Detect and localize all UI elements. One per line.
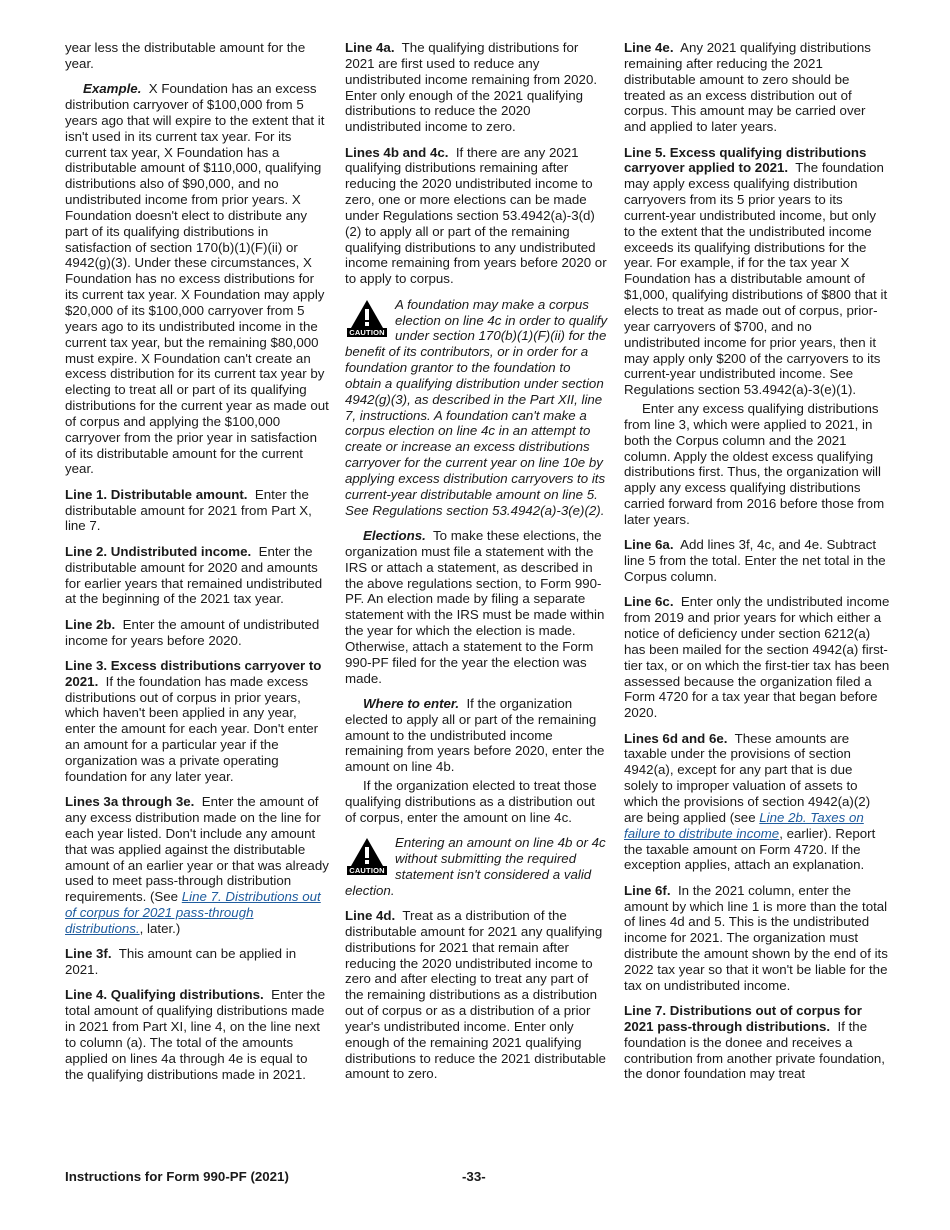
line-6a-text: Add lines 3f, 4c, and 4e. Subtract line 5 from the total. Enter the net total in the Corpus column. (624, 537, 886, 584)
line-4e-text: Any 2021 qualifying distributions remaining after reducing the 2021 distributable amount to zero should be treated as an excess distribution out of corpus. This amount may be carried over and applied to later years. (624, 40, 871, 135)
line-3f-text: This amount can be applied in 2021. (65, 946, 297, 978)
line-4d-paragraph (345, 908, 609, 1082)
elections-heading: Elections. (363, 527, 426, 543)
line-4e-paragraph (624, 40, 890, 135)
lines-3a-3e-paragraph (65, 794, 329, 937)
line-7-text: If the foundation is the donee and receives a contribution from another private foundation, the donor foundation may treat (624, 1018, 885, 1082)
where-to-enter-text: If the organization elected to apply all or part of the remaining amount to the undistributed income remaining from years before 2020, enter the amount on line 4b. (345, 695, 605, 775)
where-to-enter-heading: Where to enter. (363, 695, 460, 711)
example-text: X Foundation has an excess distribution carryover of $100,000 from 5 years ago that will expire to the extent that it isn't used in its current tax year. For its current tax year, X Foundation has a distributable amount of $110,000, qualifying distributions also of $90,000, and no undistributed income from prior years. X Foundation doesn't elect to distribute any part of its qualifying distributions in satisfaction of section 170(b)(1)(F)(ii) or 4942(g)(3). Under these circumstances, X Foundation has no excess distributions for its current tax year. X Foundation may apply $20,000 of its $100,000 carryover from 5 years ago to its undistributed income in the current tax year, but the remaining $80,000 must expire. X Foundation can't create an excess distribution for its current tax year by electing to treat all or part of its qualifying distributions for the current year as made out of corpus and applying the $100,000 carryover from the prior year in satisfaction of its distributable amount for the current year. (65, 81, 329, 477)
line-6c-text: Enter only the undistributed income from 2019 and prior years for which either a notice of deficiency under section 6212(a) has been mailed for the section 4942(a) first-tier tax, or on which the first-tier tax has been assessed because the organization filed a Form 4720 for a tax year that began before 2020. (624, 594, 890, 721)
elections-text: To make these elections, the organization must file a statement with the IRS or attach a statement, as described in the above regulations section, to Form 990-PF. An election made by filing a separate statement with the IRS must be made within the year for which the election is made. Otherwise, attach a statement to the Form 990-PF filed for the year the election was made. (345, 527, 605, 686)
line-6c-paragraph (624, 594, 890, 721)
lines-4b-4c-heading: Lines 4b and 4c. (345, 144, 449, 160)
line-2b-heading: Line 2b. (65, 616, 116, 632)
caution-label: CAUTION (349, 866, 385, 876)
paragraph-continuation: year less the distributable amount for the year. (65, 40, 306, 71)
lines-3a-3e-heading: Lines 3a through 3e. (65, 794, 195, 810)
line-3f-heading: Line 3f. (65, 946, 112, 962)
page-number: -33- (462, 1169, 486, 1184)
line-4-text: Enter the total amount of qualifying distributions made in 2021 from Part XI, line 4, on the line next to column (a). The total of the amounts applied on lines 4a through 4e is equal to the qualifying distributions made in 2021. (65, 987, 326, 1082)
caution-icon (345, 299, 389, 339)
column-2 (345, 40, 609, 1092)
elections-paragraph (345, 528, 609, 686)
line-2-paragraph (65, 544, 329, 607)
line-2b-text: Enter the amount of undistributed income for years before 2020. (65, 616, 320, 648)
lines-4b-4c-paragraph (345, 145, 609, 288)
lines-4b-4c-text: If there are any 2021 qualifying distributions remaining after reducing the 2020 undistributed income to zero, one or more elections can be made under Regulations section 53.4942(a)-3(d)(2) to apply all or part of the remaining qualifying distributions to any undistributed income remaining from years before 2020 or to apply to corpus. (345, 144, 607, 287)
line-1-heading: Line 1. Distributable amount. (65, 486, 248, 502)
line-6f-text: In the 2021 column, enter the amount by which line 1 is more than the total of lines 4d and 5. This is the undistributed income for 2021. The organization must distribute the amount shown by the end of its 2022 tax year so that it won't be liable for the tax on undistributed income. (624, 882, 888, 993)
lines-6d-6e-text: These amounts are taxable under the provisions of section 4942(a), except for any part that is due solely to improper valuation of assets to which the provisions of section 4942(a)(2) are being applied (see (624, 730, 871, 825)
line-2b-crossref-link[interactable]: Line 2b. Taxes on failure to distribute income (624, 809, 864, 841)
line-5-paragraph (624, 145, 890, 399)
line-4e-heading: Line 4e. (624, 40, 674, 55)
example-label: Example. (83, 81, 142, 97)
warning-triangle-icon (350, 299, 384, 329)
example-paragraph (65, 81, 329, 477)
lines-3a-3e-text: Enter the amount of any excess distribution made on the line for each year listed. Don't include any amount that was applied against the distributable amount of an earlier year or that was already used to meet pass-through distribution requirements. (See (65, 794, 329, 905)
line-3-paragraph (65, 658, 329, 785)
lines-6d-6e-paragraph (624, 731, 890, 874)
line-7-heading: Line 7. Distributions out of corpus for 2021 pass-through distributions. (624, 1003, 862, 1034)
lines-6d-6e-heading: Lines 6d and 6e. (624, 730, 728, 746)
line-4a-paragraph (345, 40, 609, 135)
line-3-text: If the foundation has made excess distributions out of corpus in prior years, which haven't been applied in any year, enter the amount for each year. Don't enter an amount for a particular year if the organization was a private operating foundation for any later year. (65, 673, 319, 784)
line-7-paragraph (624, 1003, 890, 1082)
caution-icon (345, 837, 389, 877)
line-1-text: Enter the distributable amount for 2021 from Part X, line 7. (65, 486, 312, 534)
line-2-heading: Line 2. Undistributed income. (65, 543, 252, 559)
line-4-paragraph (65, 987, 329, 1082)
line-6c-heading: Line 6c. (624, 594, 674, 610)
where-to-enter-paragraph (345, 696, 609, 775)
line-4a-heading: Line 4a. (345, 40, 395, 55)
column-1 (65, 40, 329, 1092)
line-6f-heading: Line 6f. (624, 882, 671, 898)
line-6f-paragraph (624, 883, 890, 994)
column-3 (624, 40, 890, 1082)
footer-form-title: Instructions for Form 990-PF (2021) (65, 1169, 289, 1184)
caution-note-statement (345, 835, 609, 898)
lines-3a-3e-after: , later.) (139, 920, 181, 936)
line-4d-text: Treat as a distribution of the distributable amount for 2021 any qualifying distributions for 2021 that remain after reducing the 2020 undistributed income to zero and after electing to treat any part of the remaining distributions as a distribution out of corpus or as a distribution of a prior year's undistributed income. Enter only enough of the remaining 2021 qualifying distributions to reduce the 2021 distributable amount to zero. (345, 908, 606, 1082)
line-5-text: The foundation may apply excess qualifying distribution carryovers from its 5 prior years to its current-year undistributed income, but only to the extent that the undistributed income exceeds its qualifying distributions for the year. For example, if for the tax year X Foundation has a distributable amount of $1,000, qualifying distributions of $800 that it elects to treat as made out of corpus, prior-year carryovers of $700, and no undistributed income for prior years, then it may apply only $200 of the carryovers to its current-year undistributed income. See Regulations section 53.4942(a)-3(e)(1). (624, 160, 888, 398)
line-4-heading: Line 4. Qualifying distributions. (65, 987, 264, 1003)
warning-triangle-icon (350, 837, 384, 867)
line-3-heading: Line 3. Excess distributions carryover to 2021. (65, 657, 322, 689)
line-1-paragraph (65, 487, 329, 535)
line-4a-text: The qualifying distributions for 2021 are first used to reduce any undistributed income remaining from 2020. Enter only enough of the 2021 qualifying distributions to reduce the 2020 undistributed income to zero. (345, 40, 598, 135)
line-3f-paragraph (65, 946, 329, 978)
caution-text-2: Entering an amount on line 4b or 4c without submitting the required statement isn't considered a valid election. (345, 835, 606, 898)
line-2b-paragraph (65, 617, 329, 649)
line-5-heading: Line 5. Excess qualifying distributions carryover applied to 2021. (624, 144, 867, 176)
line-2-text: Enter the distributable amount for 2020 and amounts for earlier years that remained undistributed at the beginning of the 2021 tax year. (65, 543, 323, 607)
line-4d-heading: Line 4d. (345, 908, 396, 924)
lines-6d-6e-after: , earlier). Report the taxable amount on Form 4720. If the exception applies, attach an explanation. (624, 825, 876, 873)
line-6a-heading: Line 6a. (624, 537, 674, 553)
caution-text-1: A foundation may make a corpus election on line 4c in order to qualify under section 170(b)(1)(F)(ii) for the benefit of its contributors, or in order for a foundation grantor to the foundation to obtain a qualifying distribution under section 4942(g)(3), as described in the Part XII, line 7, instructions. A foundation can't make a corpus election on line 4c in an attempt to create or increase an excess distributions carryover for the current year on line 10e by applying excess distribution carryovers to its current-year distributable amount on line 5. See Regulations section 53.4942(a)-3(e)(2). (345, 296, 608, 518)
corpus-election-paragraph: If the organization elected to treat those qualifying distributions as a distribution out of corpus, enter the amount on line 4c. (345, 778, 597, 825)
caution-note-corpus-election (345, 297, 609, 519)
caution-label: CAUTION (349, 327, 385, 337)
line-6a-paragraph (624, 537, 890, 585)
line-7-crossref-link[interactable]: Line 7. Distributions out of corpus for 2021 pass-through distributions. (65, 889, 321, 936)
line-5-continuation: Enter any excess qualifying distributions from line 3, which were applied to 2021, in both the Corpus column and the 2021 column. Apply the oldest excess qualifying distributions first. Thus, the organization will apply any excess qualifying distributions carried forward from 2016 before those from later years. (624, 401, 885, 527)
